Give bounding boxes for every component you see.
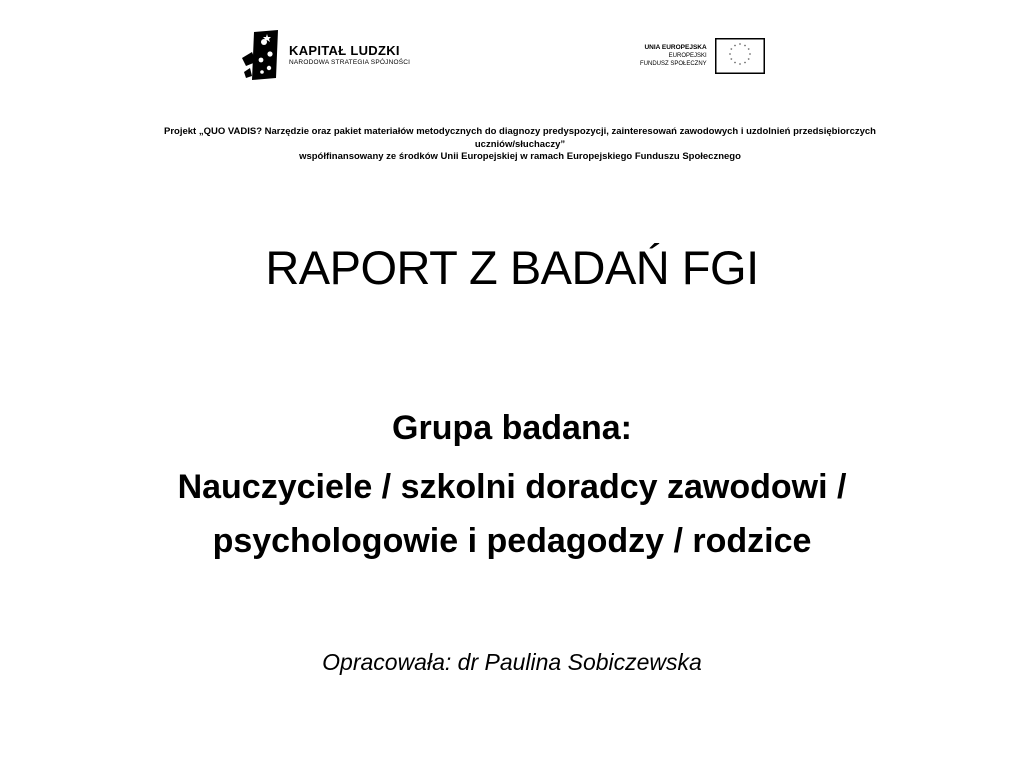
eu-logo-line1: UNIA EUROPEJSKA <box>644 43 707 51</box>
project-line1: Projekt „QUO VADIS? Narzędzie oraz pakiet materiałów metodycznych do diagnozy predyspozycji, zainteresowań zawodowych i uzdolnień przedsiębiorczych uczniów/słuchaczy” <box>164 126 876 150</box>
svg-text:*: * <box>733 44 736 50</box>
svg-text:*: * <box>748 53 751 58</box>
group-section <box>60 402 964 568</box>
kapital-ludzki-logo-icon <box>242 28 282 82</box>
svg-text:*: * <box>729 58 733 63</box>
svg-text:*: * <box>738 43 741 48</box>
eu-flag-icon <box>715 38 765 74</box>
svg-text:*: * <box>729 48 733 53</box>
project-info <box>120 126 920 164</box>
page-title: RAPORT Z BADAŃ FGI <box>265 241 759 294</box>
project-line2: współfinansowany ze środków Unii Europejskiej w ramach Europejskiego Funduszu Społecznego <box>299 151 741 162</box>
svg-text:*: * <box>733 61 736 67</box>
eu-logo-line2: EUROPEJSKI <box>668 52 707 59</box>
svg-text:*: * <box>743 44 746 50</box>
svg-text:*: * <box>728 53 731 58</box>
eu-logo-line3: FUNDUSZ SPOŁECZNY <box>640 60 707 67</box>
svg-text:*: * <box>747 48 750 53</box>
logo-left-subtitle: NARODOWA STRATEGIA SPÓJNOŚCI <box>289 58 411 66</box>
group-label: Grupa badana: <box>392 409 632 447</box>
kapital-ludzki-logo <box>242 28 410 82</box>
eu-logo <box>640 37 765 74</box>
svg-text:*: * <box>738 63 741 68</box>
group-description: Nauczyciele / szkolni doradcy zawodowi / psychologowie i pedagodzy / rodzice <box>177 468 847 560</box>
svg-text:*: * <box>747 58 750 63</box>
logo-left-title: KAPITAŁ LUDZKI <box>289 42 400 58</box>
author: Opracowała: dr Paulina Sobiczewska <box>322 649 702 675</box>
svg-text:*: * <box>743 61 746 67</box>
